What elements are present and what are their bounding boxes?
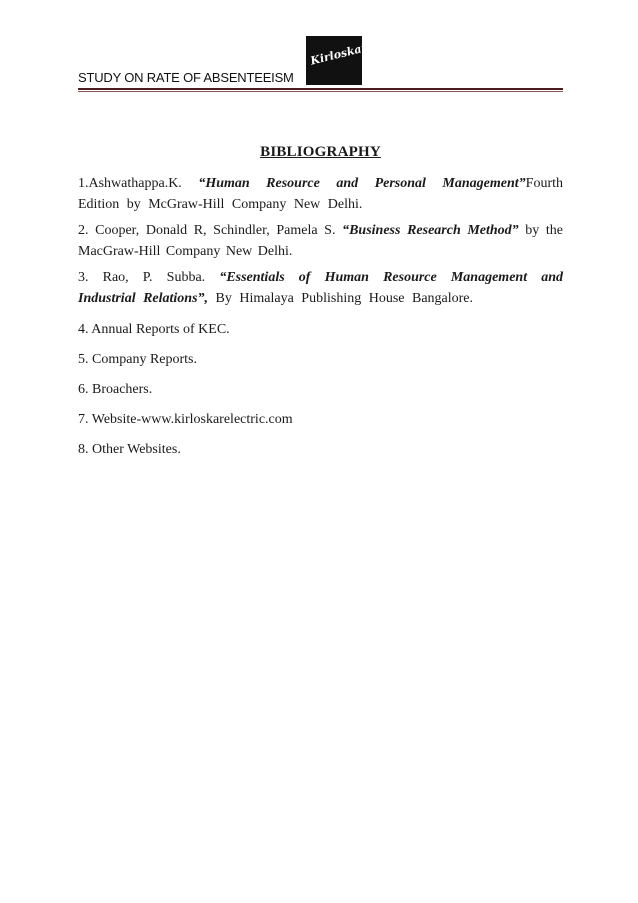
reference-title: “Human Resource and Personal Management” <box>198 176 526 191</box>
reference-item-1 <box>78 173 563 215</box>
page-header <box>78 36 563 94</box>
reference-author: 1.Ashwathappa.K. <box>78 176 199 191</box>
reference-title: “Business Research Method” <box>342 223 519 238</box>
logo-wordmark: Kirloskar <box>309 41 369 68</box>
reference-publisher: Fourth Edition by McGraw-Hill Company New Delhi. <box>78 176 563 212</box>
reference-publisher: By Himalaya Publishing House Bangalore. <box>208 291 474 306</box>
kirloskar-logo <box>306 36 369 85</box>
reference-publisher: by the MacGraw-Hill Company New Delhi. <box>78 223 564 259</box>
reference-author: 2. Cooper, Donald R, Schindler, Pamela S. <box>78 223 343 238</box>
bibliography-section <box>78 144 563 460</box>
reference-item-5: 5. Company Reports. <box>78 352 197 367</box>
reference-item-6: 6. Broachers. <box>78 382 153 397</box>
reference-item-3 <box>78 267 563 309</box>
header-rule <box>78 88 563 90</box>
header-title: STUDY ON RATE OF ABSENTEEISM <box>78 70 294 85</box>
reference-item-4: 4. Annual Reports of KEC. <box>78 322 230 337</box>
reference-item-7: 7. Website-www.kirloskarelectric.com <box>78 412 293 427</box>
reference-item-2 <box>78 220 563 262</box>
header-rule-thin <box>78 91 563 92</box>
reference-item-8: 8. Other Websites. <box>78 442 181 457</box>
reference-author: 3. Rao, P. Subba. <box>78 270 220 285</box>
reference-title: “Essentials of Human Resource Management and Industrial Relations”, <box>78 270 563 306</box>
bibliography-heading: BIBLIOGRAPHY <box>260 144 381 160</box>
